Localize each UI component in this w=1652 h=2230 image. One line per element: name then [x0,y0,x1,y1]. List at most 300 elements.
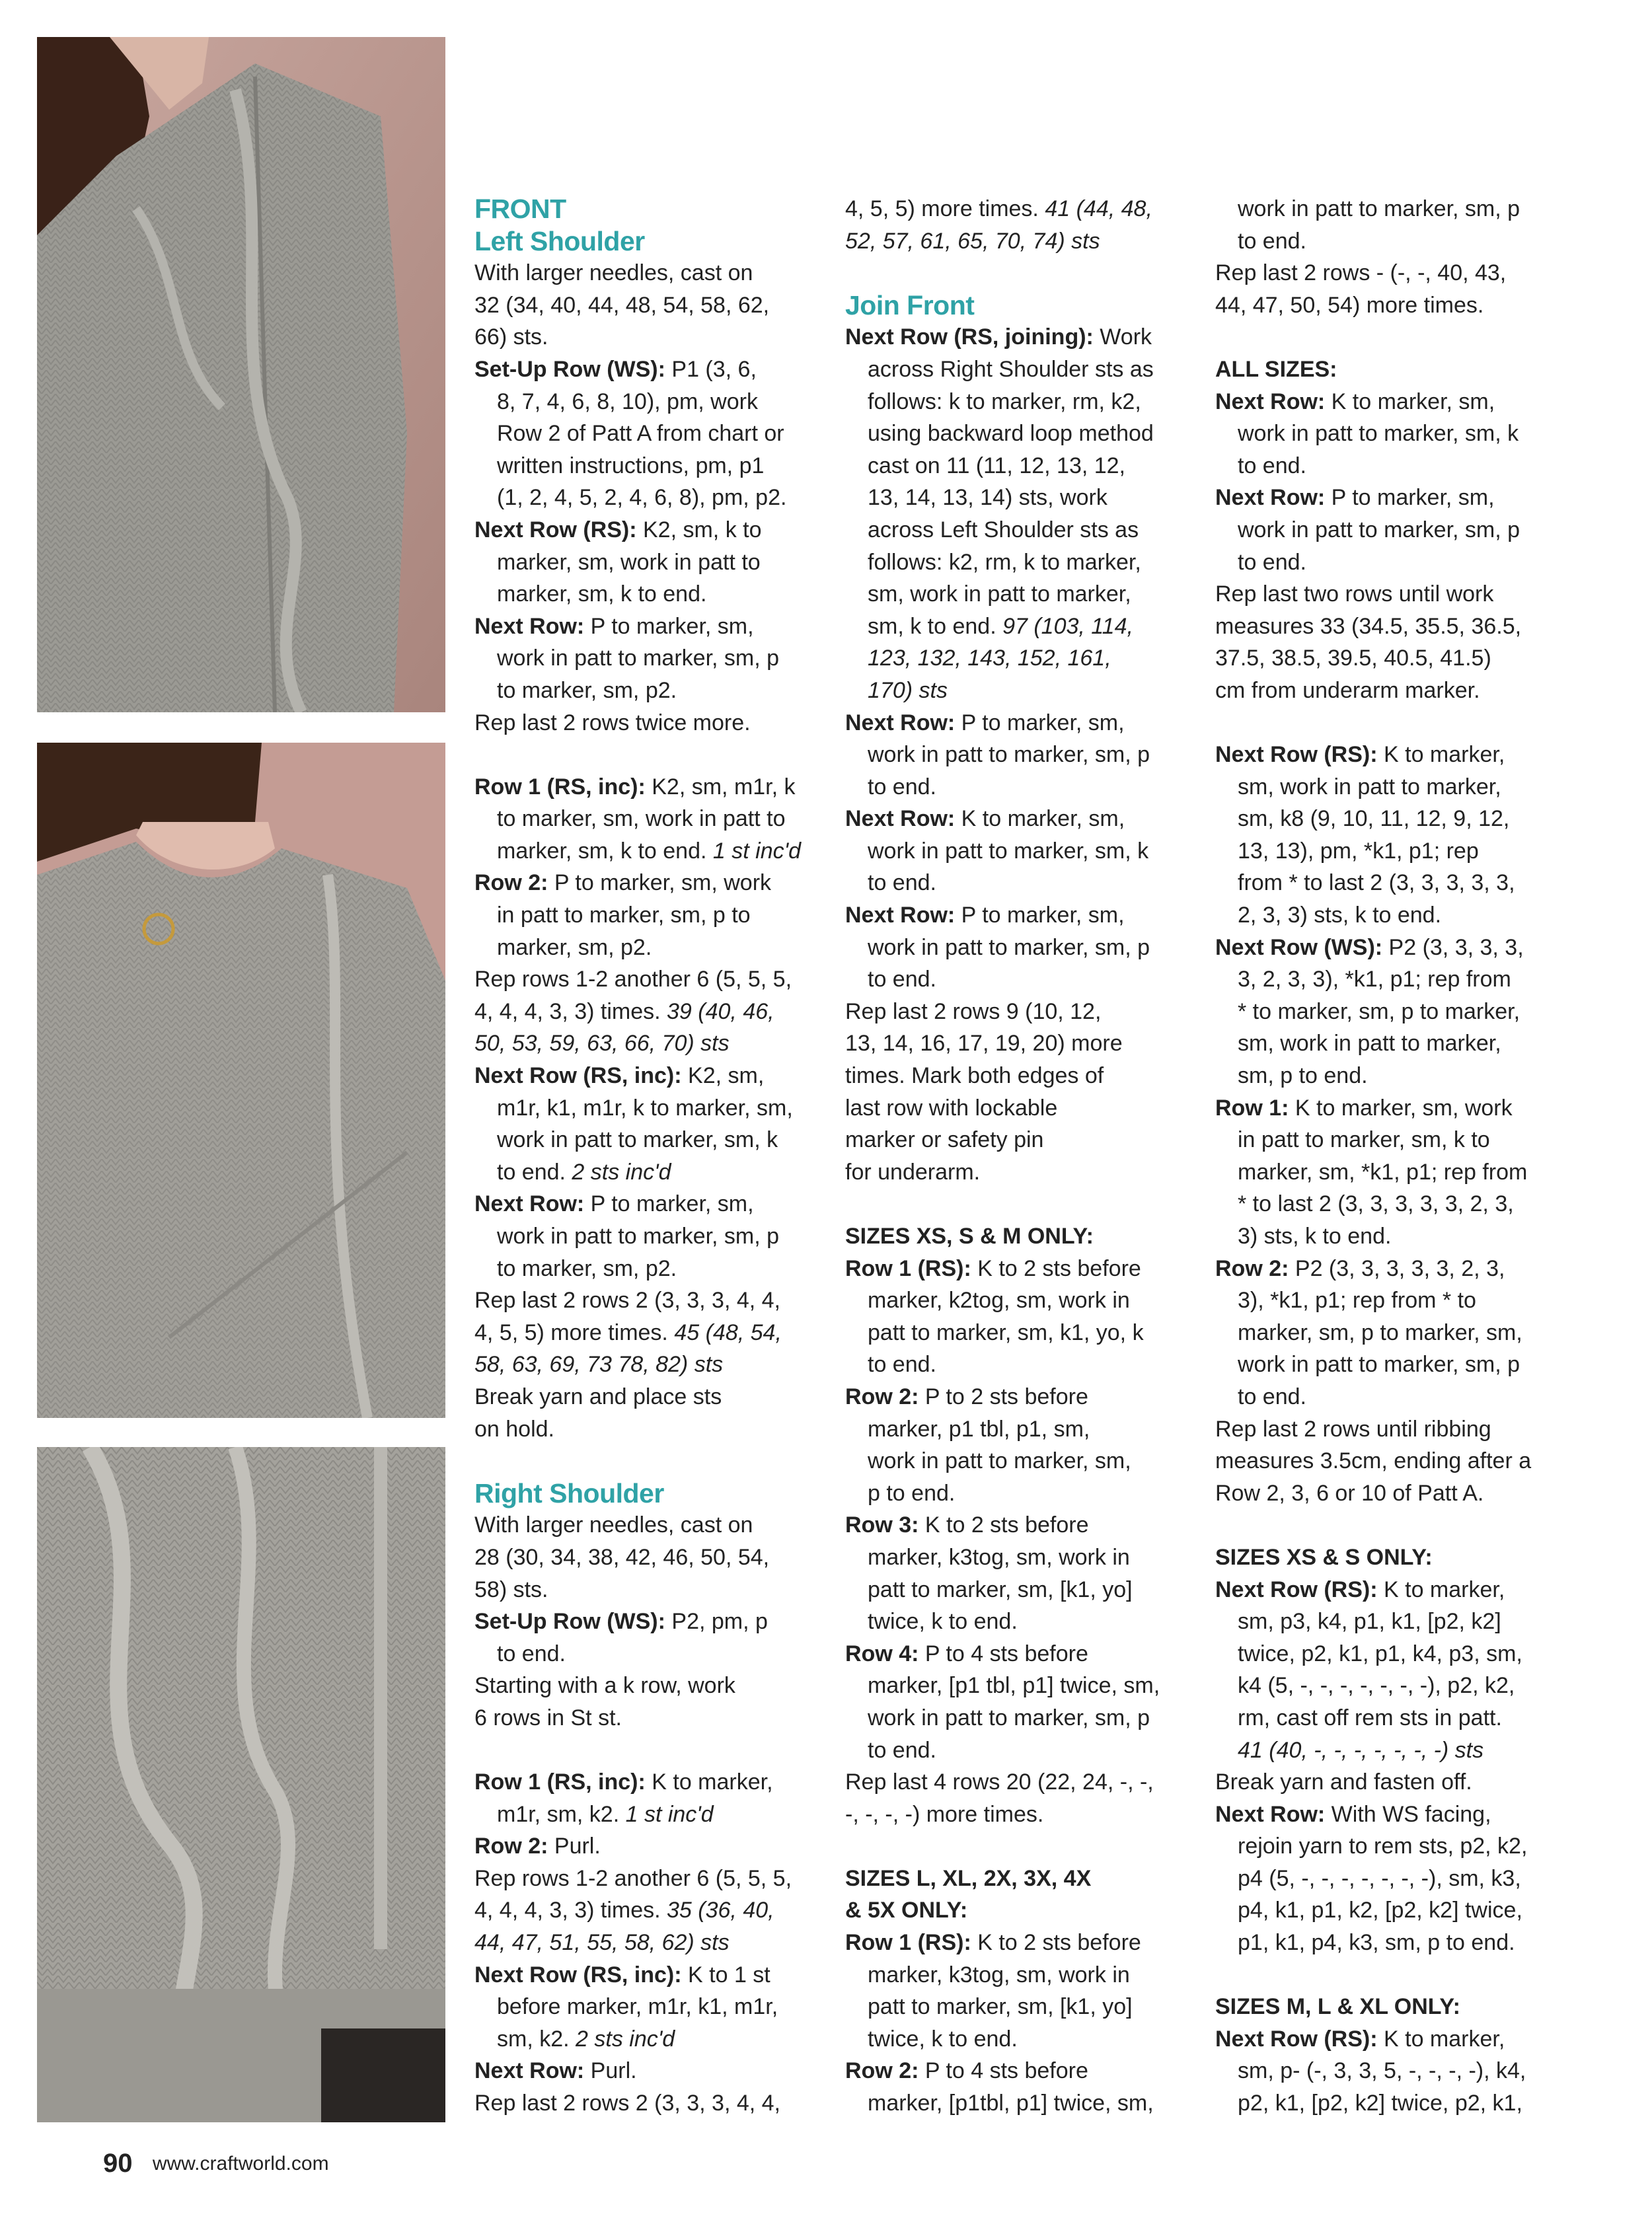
row-label: Row 1 (RS): [845,1930,971,1956]
stitch-count: 1 st inc'd [625,1801,714,1827]
line-text: 13, 14, 16, 17, 19, 20) more [845,1031,1123,1057]
text-line [474,2023,831,2056]
text-line [845,1349,1202,1381]
row-label: Next Row: [474,1191,585,1217]
line-text: marker, k3tog, sm, work in [868,1544,1130,1570]
row-label: Set-Up Row (WS): [474,1609,665,1635]
line-text: Rep last 2 rows twice more. [474,710,751,735]
line-text: to marker, sm, p2. [497,1255,677,1281]
text-line [474,1927,831,1959]
line-text: 6 rows in St st. [474,1705,622,1730]
line-text: 4, 5, 5) more times. [474,1319,675,1345]
stitch-count: 97 (103, 114, [1002,613,1133,639]
text-line [845,353,1202,386]
line-text: work in patt to marker, sm, k [497,1127,778,1153]
spacer [845,1830,1202,1863]
line-text: K to 2 sts before [919,1512,1089,1538]
line-text: With larger needles, cast on [474,260,753,286]
text-line [1215,193,1572,225]
line-text: Purl. [548,1834,601,1859]
line-text: sm, k2. [497,2026,576,2052]
line-text: K to marker, [1377,2026,1505,2052]
text-line [1215,899,1572,932]
row-label: Next Row: [845,710,956,735]
stitch-count: 2 sts inc'd [572,1159,671,1185]
line-text: P to 4 sts before [919,1641,1088,1666]
stitch-count: 41 (44, 48, [1045,196,1152,221]
line-text: cast on 11 (11, 12, 13, 12, [868,453,1126,478]
text-line [474,963,831,996]
spacer [474,1734,831,1767]
line-text: to end. [868,870,936,896]
text-line [474,899,831,932]
line-text: work in patt to marker, sm, p [1238,196,1521,221]
stitch-count: 1 st inc'd [712,838,802,864]
text-line [474,321,831,353]
line-text: K to 2 sts before [971,1930,1141,1956]
text-line [1215,418,1572,450]
text-line [474,482,831,514]
text-line [474,675,831,707]
text-line [845,193,1202,225]
website-link: www.craftworld.com [152,2153,329,2174]
line-text: Join Front [845,289,975,320]
text-line [1215,1606,1572,1638]
text-line [845,1991,1202,2023]
line-text: 4, 4, 4, 3, 3) times. [474,998,667,1024]
line-text: Rep last 2 rows - (-, -, 40, 43, [1215,260,1507,286]
section-heading [474,193,831,225]
instruction-row [845,899,1202,932]
sizes-heading [1215,1542,1572,1574]
line-text: P to 4 sts before [919,2058,1088,2084]
row-label: Row 1 (RS, inc): [474,774,646,799]
stitch-count: 41 (40, -, -, -, -, -, -, -) sts [1238,1737,1484,1763]
text-line [1215,1027,1572,1060]
text-line [1215,1766,1572,1799]
text-line [845,1799,1202,1831]
text-line [474,257,831,289]
text-line [1215,835,1572,868]
text-line [474,1092,831,1125]
line-text: ALL SIZES: [1215,356,1337,382]
sizes-heading [845,1894,1202,1927]
sweater-photo-side-view [37,37,445,712]
line-text: Rep last 4 rows 20 (22, 24, -, -, [845,1769,1154,1795]
text-line [845,1670,1202,1702]
line-text: SIZES XS & S ONLY: [1215,1544,1433,1570]
text-line [474,1413,831,1446]
line-text: SIZES M, L & XL ONLY: [1215,1994,1460,2020]
row-label: Next Row: [474,2058,585,2084]
text-line [845,932,1202,964]
page-number: 90 [103,2149,133,2178]
line-text: FRONT [474,194,566,224]
text-line [1215,642,1572,675]
line-text: sm, work in patt to marker, [868,581,1131,607]
instruction-row [1215,2023,1572,2056]
line-text: marker, sm, *k1, p1; rep from [1238,1159,1528,1185]
text-line [845,963,1202,996]
line-text: to end. [497,1641,566,1666]
sizes-heading [845,1220,1202,1253]
sweater-photo-front-view [37,743,445,1418]
sizes-heading [1215,353,1572,386]
instruction-row [474,1060,831,1092]
line-text: Break yarn and fasten off. [1215,1769,1472,1795]
line-text: SIZES L, XL, 2X, 3X, 4X [845,1865,1092,1891]
instruction-row [1215,1092,1572,1125]
instruction-row [474,1766,831,1799]
text-line [474,1894,831,1927]
text-line [845,996,1202,1028]
text-line [474,1638,831,1670]
row-label: Next Row: [845,806,956,832]
line-text: Row 2 of Patt A from chart or [497,421,784,447]
instruction-row [845,1253,1202,1285]
text-line [845,1702,1202,1734]
line-text: marker, sm, k to end. [497,838,713,864]
line-text: marker, sm, k to end. [497,581,707,607]
text-line [474,450,831,482]
text-line [1215,289,1572,322]
line-text: 13, 13), pm, *k1, p1; rep [1238,838,1479,864]
text-line [845,2087,1202,2120]
line-text: across Left Shoulder sts as [868,517,1139,542]
line-text: before marker, m1r, k1, m1r, [497,1994,778,2020]
instruction-row [474,867,831,899]
text-line [1215,1284,1572,1317]
line-text: P2 (3, 3, 3, 3, [1382,934,1524,960]
line-text: to end. [1238,549,1306,575]
spacer [845,257,1202,289]
text-line [845,1766,1202,1799]
text-line [1215,1927,1572,1959]
line-text: P to marker, sm, [584,1191,754,1217]
row-label: Row 1: [1215,1095,1289,1121]
line-text: P to marker, sm, work [548,870,772,896]
line-text: marker or safety pin [845,1127,1044,1153]
instruction-row [474,1830,831,1863]
text-line [845,611,1202,643]
line-text: P to marker, sm, [1325,485,1495,511]
line-text: p2, k1, [p2, k2] twice, p2, k1, [1238,2091,1522,2116]
text-line [474,1670,831,1702]
line-text: sm, p3, k4, p1, k1, [p2, k2] [1238,1609,1501,1635]
line-text: K to marker, [645,1769,773,1795]
line-text: K2, sm, [681,1063,765,1089]
line-text: rm, cast off rem sts in patt. [1238,1705,1502,1730]
text-line [845,1413,1202,1446]
line-text: measures 3.5cm, ending after a [1215,1448,1532,1474]
text-line [1215,675,1572,707]
line-text: Starting with a k row, work [474,1673,735,1699]
text-line [1215,963,1572,996]
line-text: in patt to marker, sm, p to [497,903,751,928]
text-line [845,546,1202,579]
line-text: 3) sts, k to end. [1238,1224,1392,1249]
stitch-count: 39 (40, 46, [667,998,774,1024]
stitch-count: 58, 63, 69, 73 78, 82) sts [474,1352,724,1378]
line-text: marker, [p1 tbl, p1] twice, sm, [868,1673,1160,1699]
row-label: Next Row: [474,613,585,639]
text-line [1215,1220,1572,1253]
row-label: Next Row (WS): [1215,934,1383,960]
line-text: Break yarn and place sts [474,1384,722,1409]
spacer [845,1188,1202,1220]
line-text: p1, k1, p4, k3, sm, p to end. [1238,1930,1515,1956]
text-line [474,1220,831,1253]
text-line [845,1445,1202,1477]
line-text: -, -, -, -) more times. [845,1801,1044,1827]
line-text: work in patt to marker, sm, k [868,838,1149,864]
line-text: to end. [497,1159,572,1185]
row-label: Next Row (RS): [474,517,637,542]
line-text: sm, work in patt to marker, [1238,774,1501,799]
line-text: twice, k to end. [868,1609,1018,1635]
text-line [845,2023,1202,2056]
text-line [474,386,831,418]
text-line [474,1702,831,1734]
stitch-count: 123, 132, 143, 152, 161, [868,646,1111,671]
text-line [1215,514,1572,546]
instruction-row [845,803,1202,835]
row-label: Row 2: [845,2058,919,2084]
text-line [474,1253,831,1285]
line-text: With larger needles, cast on [474,1512,753,1538]
line-text: marker, sm, work in patt to [497,549,761,575]
line-text: 44, 47, 50, 54) more times. [1215,292,1484,318]
text-line [474,289,831,322]
instruction-row [474,353,831,386]
text-line [474,1284,831,1317]
line-text: to end. [868,967,936,992]
line-text: P2 (3, 3, 3, 3, 3, 2, 3, [1289,1255,1505,1281]
text-line [845,1092,1202,1125]
line-text: k4 (5, -, -, -, -, -, -, -), p2, k2, [1238,1673,1515,1699]
row-label: Next Row: [845,903,956,928]
text-line [1215,1413,1572,1446]
row-label: Next Row (RS): [1215,742,1378,768]
line-text: Work [1093,324,1152,350]
text-line [474,578,831,611]
text-line [474,1799,831,1831]
text-line [845,771,1202,803]
section-heading [845,289,1202,322]
instruction-row [1215,1574,1572,1606]
line-text: using backward loop method [868,421,1154,447]
line-text: twice, p2, k1, p1, k4, p3, sm, [1238,1641,1522,1666]
line-text: K to 1 st [681,1962,770,1988]
line-text: Rep rows 1-2 another 6 (5, 5, 5, [474,1865,792,1891]
line-text: to end. [1238,453,1306,478]
line-text: 4, 5, 5) more times. [845,196,1045,221]
text-line [474,1542,831,1574]
row-label: Row 2: [845,1384,919,1409]
line-text: cm from underarm marker. [1215,677,1480,703]
stitch-count: 2 sts inc'd [576,2026,675,2052]
line-text: work in patt to marker, sm, k [1238,421,1519,447]
line-text: work in patt to marker, sm, p [868,1705,1150,1730]
line-text: 58) sts. [474,1577,548,1602]
line-text: work in patt to marker, sm, p [868,742,1150,768]
line-text: P to marker, sm, [584,613,754,639]
text-line [1215,257,1572,289]
line-text: K2, sm, k to [636,517,762,542]
text-line [1215,996,1572,1028]
line-text: to end. [1238,1384,1306,1409]
line-text: Row 2, 3, 6 or 10 of Patt A. [1215,1480,1484,1506]
instruction-row [845,1638,1202,1670]
line-text: * to marker, sm, p to marker, [1238,998,1521,1024]
line-text: work in patt to marker, sm, p [868,934,1150,960]
text-line [474,1863,831,1895]
line-text: Right Shoulder [474,1477,664,1508]
text-column-3 [1215,193,1572,2120]
text-line [1215,1702,1572,1734]
line-text: times. Mark both edges of [845,1063,1104,1089]
line-text: follows: k2, rm, k to marker, [868,549,1141,575]
line-text: (1, 2, 4, 5, 2, 4, 6, 8), pm, p2. [497,485,787,511]
line-text: K to marker, sm, [1325,389,1495,414]
line-text: Purl. [584,2058,637,2084]
text-line [845,1542,1202,1574]
text-line [845,1959,1202,1991]
text-line [1215,1863,1572,1895]
text-line [474,996,831,1028]
stitch-count: 52, 57, 61, 65, 70, 74) sts [845,228,1100,254]
text-line [845,1027,1202,1060]
row-label: Row 2: [474,870,548,896]
line-text: sm, p- (-, 3, 3, 5, -, -, -, -), k4, [1238,2058,1526,2084]
text-line [474,932,831,964]
row-label: Row 1 (RS): [845,1255,971,1281]
text-line [845,835,1202,868]
line-text: K to marker, [1377,742,1505,768]
instruction-row [1215,386,1572,418]
line-text: P1 (3, 6, [665,356,757,382]
line-text: marker, p1 tbl, p1, sm, [868,1416,1090,1442]
line-text: to end. [1238,228,1306,254]
line-text: 3), *k1, p1; rep from * to [1238,1288,1476,1314]
line-text: 66) sts. [474,324,548,350]
line-text: marker, sm, p2. [497,934,652,960]
instruction-row [474,1606,831,1638]
line-text: to end. [868,1737,936,1763]
row-label: Row 3: [845,1512,919,1538]
spacer [1215,321,1572,353]
line-text: m1r, sm, k2. [497,1801,626,1827]
text-line [1215,2087,1572,2120]
instruction-row [845,1509,1202,1542]
text-line [1215,225,1572,258]
spacer [1215,707,1572,739]
row-label: Row 2: [1215,1255,1289,1281]
line-text: measures 33 (34.5, 35.5, 36.5, [1215,613,1522,639]
text-line [474,803,831,835]
line-text: patt to marker, sm, [k1, yo] [868,1577,1133,1602]
line-text: in patt to marker, sm, k to [1238,1127,1490,1153]
instruction-row [845,1927,1202,1959]
text-column-2 [845,193,1202,2120]
line-text: Left Shoulder [474,225,645,256]
text-line [1215,546,1572,579]
line-text: Rep last two rows until work [1215,581,1494,607]
row-label: Next Row: [1215,485,1326,511]
text-line [845,867,1202,899]
line-text: K to marker, [1377,1577,1505,1602]
line-text: & 5X ONLY: [845,1898,968,1923]
line-text: 8, 7, 4, 6, 8, 10), pm, work [497,389,758,414]
stitch-count: 35 (36, 40, [667,1898,774,1923]
instruction-row [1215,932,1572,964]
spacer [474,1445,831,1477]
text-line [1215,1124,1572,1156]
text-line [1215,771,1572,803]
line-text: p4, k1, p1, k2, [p2, k2] twice, [1238,1898,1522,1923]
line-text: to end. [868,774,936,799]
row-label: Next Row: [1215,389,1326,414]
text-line [1215,2055,1572,2087]
line-text: Rep last 2 rows until ribbing [1215,1416,1491,1442]
text-line [1215,1060,1572,1092]
instruction-row [1215,482,1572,514]
cable-detail-photo [37,1447,445,2122]
text-line [474,1381,831,1413]
sizes-heading [845,1863,1202,1895]
row-label: Row 4: [845,1641,919,1666]
stitch-count: 50, 53, 59, 63, 66, 70) sts [474,1031,730,1057]
text-line [845,482,1202,514]
instruction-row [845,1381,1202,1413]
text-line [845,514,1202,546]
line-text: sm, work in patt to marker, [1238,1031,1501,1057]
text-line [474,1574,831,1606]
section-heading [474,1477,831,1510]
text-line [845,450,1202,482]
stitch-count: 170) sts [868,677,948,703]
row-label: Row 1 (RS, inc): [474,1769,646,1795]
line-text: marker, k3tog, sm, work in [868,1962,1130,1988]
text-line [1215,867,1572,899]
text-line [474,546,831,579]
row-label: Next Row (RS, joining): [845,324,1094,350]
stitch-count: 45 (48, 54, [674,1319,782,1345]
instruction-row [845,321,1202,353]
line-text: 2, 3, 3) sts, k to end. [1238,903,1442,928]
text-line [474,1991,831,2023]
line-text: p4 (5, -, -, -, -, -, -, -), sm, k3, [1238,1865,1521,1891]
line-text: P2, pm, p [665,1609,768,1635]
text-line [1215,1638,1572,1670]
text-line [1215,1734,1572,1767]
text-line [1215,1317,1572,1349]
text-line [1215,1445,1572,1477]
line-text: across Right Shoulder sts as [868,356,1154,382]
section-heading [474,225,831,258]
text-line [1215,450,1572,482]
line-text: P to marker, sm, [955,710,1125,735]
line-text: for underarm. [845,1159,981,1185]
line-text: work in patt to marker, sm, [868,1448,1131,1474]
line-text: P to 2 sts before [919,1384,1088,1409]
text-line [845,1060,1202,1092]
line-text: 4, 4, 4, 3, 3) times. [474,1898,667,1923]
row-label: Next Row (RS, inc): [474,1962,682,1988]
row-label: Set-Up Row (WS): [474,356,665,382]
instruction-row [474,514,831,546]
spacer [474,739,831,771]
